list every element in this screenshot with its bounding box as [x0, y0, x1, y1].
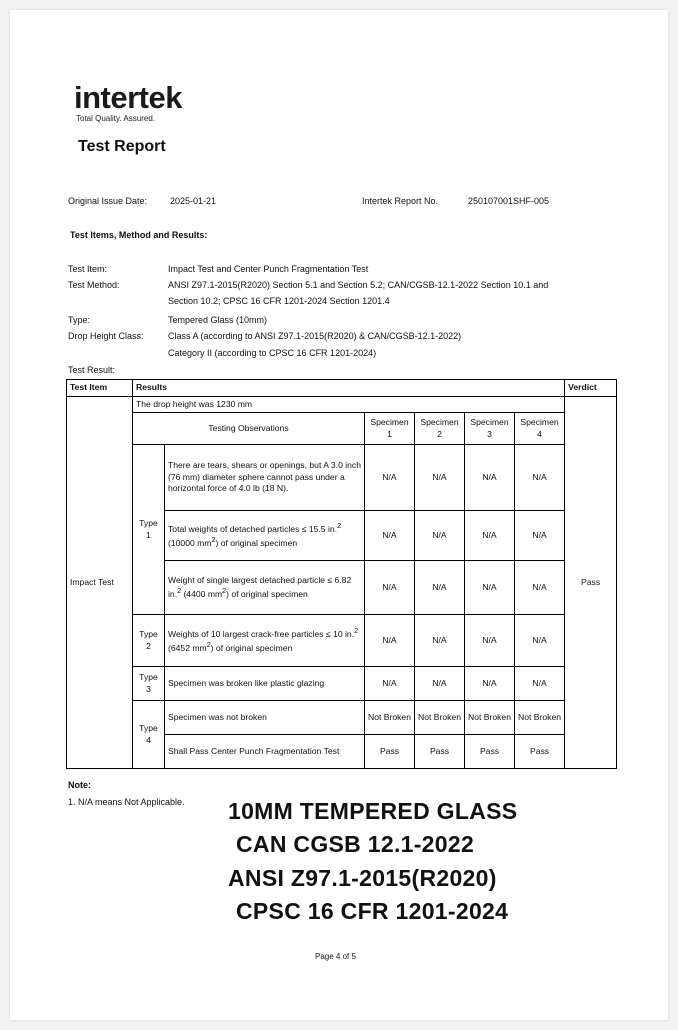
- observation-row: Specimen was not broken: [165, 701, 365, 735]
- observation-row: Shall Pass Center Punch Fragmentation Test: [165, 735, 365, 769]
- result-cell: N/A: [365, 561, 415, 615]
- result-cell: N/A: [415, 615, 465, 667]
- header-verdict: Verdict: [565, 380, 617, 397]
- type-1-cell: Type 1: [133, 445, 165, 615]
- result-cell: N/A: [465, 615, 515, 667]
- result-cell: N/A: [515, 511, 565, 561]
- impact-test-cell: Impact Test: [67, 396, 133, 769]
- note-label: Note:: [68, 780, 91, 790]
- result-cell: Not Broken: [415, 701, 465, 735]
- test-result-label: Test Result:: [68, 365, 116, 375]
- observation-row: Total weights of detached particles ≤ 15.5 in.$^2$ (10000 $mm^2$) of original specimen: [165, 511, 365, 561]
- result-cell: Pass: [515, 735, 565, 769]
- drop-height-line-2: Category II (according to CPSC 16 CFR 1201-2024): [168, 348, 377, 358]
- drop-height-label: Drop Height Class:: [68, 331, 144, 341]
- report-no-label: Intertek Report No.: [362, 196, 439, 206]
- result-cell: N/A: [365, 667, 415, 701]
- drop-height-line-1: Class A (according to ANSI Z97.1-2015(R2020) & CAN/CGSB-12.1-2022): [168, 331, 462, 341]
- specimen-4-header: Specimen 4: [515, 413, 565, 445]
- test-method-line-2: Section 10.2; CPSC 16 CFR 1201-2024 Section 1201.4: [168, 296, 390, 306]
- result-cell: Pass: [465, 735, 515, 769]
- type-4-cell: Type 4: [133, 701, 165, 769]
- test-item-value: Impact Test and Center Punch Fragmentation Test: [168, 264, 369, 274]
- specimen-2-header: Specimen 2: [415, 413, 465, 445]
- result-cell: N/A: [515, 561, 565, 615]
- result-cell: N/A: [365, 615, 415, 667]
- type-value: Tempered Glass (10mm): [168, 315, 268, 325]
- result-cell: N/A: [415, 511, 465, 561]
- result-cell: N/A: [465, 667, 515, 701]
- result-cell: Pass: [415, 735, 465, 769]
- observation-row: Specimen was broken like plastic glazing: [165, 667, 365, 701]
- specimen-3-header: Specimen 3: [465, 413, 515, 445]
- result-cell: N/A: [365, 445, 415, 511]
- header-test-item: Test Item: [67, 380, 133, 397]
- result-cell: Not Broken: [515, 701, 565, 735]
- result-cell: N/A: [515, 615, 565, 667]
- page-number: Page 4 of 5: [315, 952, 356, 961]
- testing-observations-header: Testing Observations: [133, 413, 365, 445]
- logo-tagline: Total Quality. Assured.: [76, 114, 155, 123]
- specimen-1-header: Specimen 1: [365, 413, 415, 445]
- test-item-label: Test Item:: [68, 264, 108, 274]
- results-table: [66, 379, 617, 769]
- result-cell: Not Broken: [365, 701, 415, 735]
- observation-row: There are tears, shears or openings, but A 3.0 inch (76 mm) diameter sphere cannot pass under a horizontal force of 4.0 lb (18 N).: [165, 445, 365, 511]
- result-cell: N/A: [365, 511, 415, 561]
- test-method-line-1: ANSI Z97.1-2015(R2020) Section 5.1 and Section 5.2; CAN/CGSB-12.1-2022 Section 10.1 and: [168, 280, 549, 290]
- section-title: Test Items, Method and Results:: [70, 230, 208, 240]
- overlay-line-4: CPSC 16 CFR 1201-2024: [236, 898, 509, 924]
- observation-row: Weight of single largest detached particle ≤ 6.82 in.$^2$ (4400 $mm^2$) of original specimen: [165, 561, 365, 615]
- intertek-logo: intertek: [74, 80, 182, 115]
- result-cell: N/A: [465, 445, 515, 511]
- result-cell: N/A: [415, 561, 465, 615]
- result-cell: N/A: [415, 667, 465, 701]
- issue-date-label: Original Issue Date:: [68, 196, 148, 206]
- observation-row: Weights of 10 largest crack-free particles ≤ 10 in.$^2$ (6452 $mm^2$) of original specimen: [165, 615, 365, 667]
- result-cell: N/A: [415, 445, 465, 511]
- result-cell: N/A: [515, 667, 565, 701]
- result-cell: N/A: [515, 445, 565, 511]
- overlay-line-2: CAN CGSB 12.1-2022: [236, 831, 475, 857]
- verdict-cell: Pass: [565, 396, 617, 769]
- report-no-value: 250107001SHF-005: [468, 196, 550, 206]
- issue-date-value: 2025-01-21: [170, 196, 217, 206]
- type-label: Type:: [68, 315, 91, 325]
- overlay-line-3: ANSI Z97.1-2015(R2020): [228, 865, 497, 891]
- seal-stamp-icon: [642, 450, 678, 590]
- note-text: 1. N/A means Not Applicable.: [68, 797, 185, 807]
- drop-height-cell: The drop height was 1230 mm: [133, 396, 565, 413]
- header-results: Results: [133, 380, 565, 397]
- result-cell: Pass: [365, 735, 415, 769]
- result-cell: N/A: [465, 561, 515, 615]
- result-cell: N/A: [465, 511, 515, 561]
- type-3-cell: Type 3: [133, 667, 165, 701]
- type-2-cell: Type 2: [133, 615, 165, 667]
- result-cell: Not Broken: [465, 701, 515, 735]
- test-method-label: Test Method:: [68, 280, 120, 290]
- overlay-line-1: 10MM TEMPERED GLASS: [228, 798, 518, 824]
- page-title: Test Report: [78, 138, 166, 155]
